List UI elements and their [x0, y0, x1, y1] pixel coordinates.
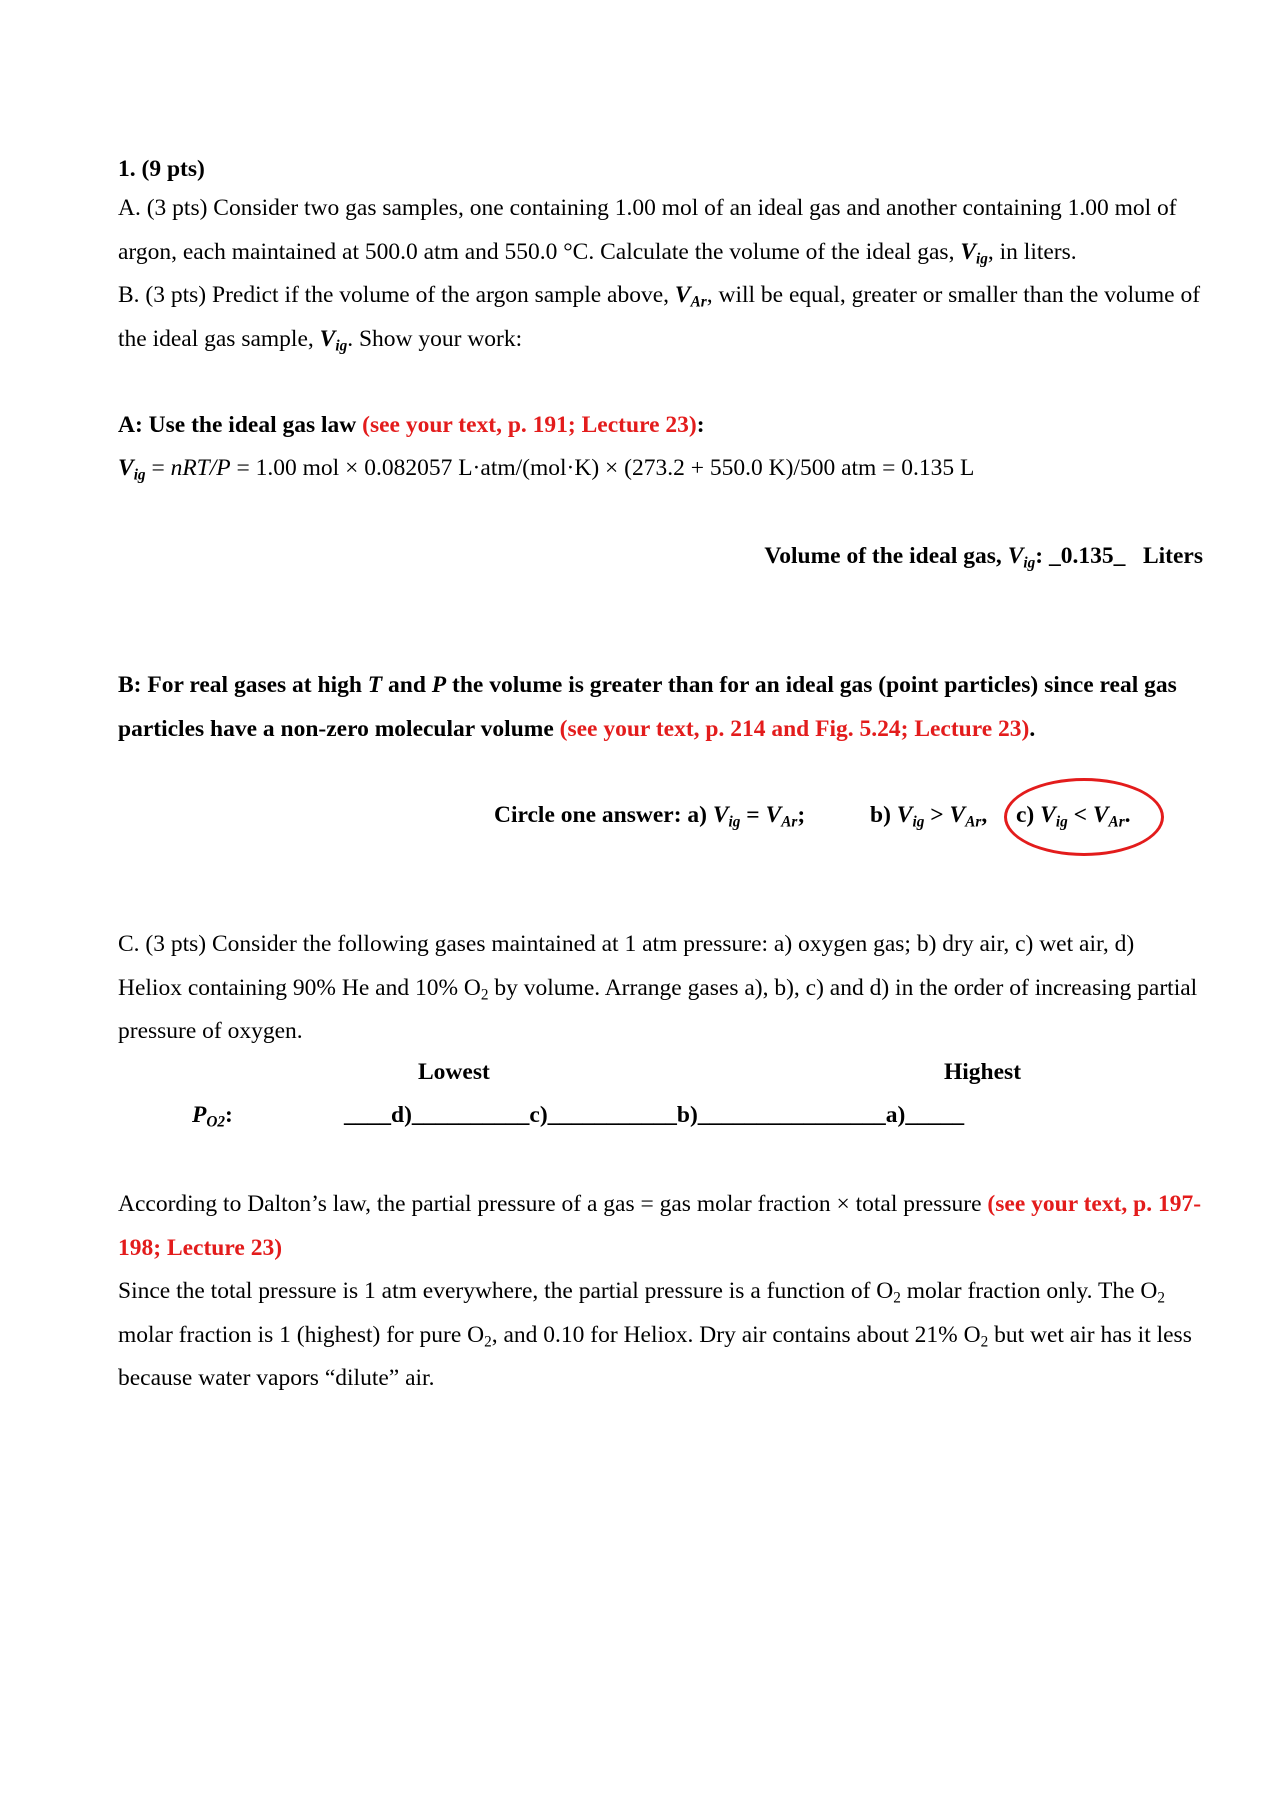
- v-ig-symbol: $V_{ig}$: [118, 455, 146, 484]
- ideal-gas-formula: [118, 447, 1203, 491]
- result-colon: :: [1035, 543, 1049, 569]
- oxygen-ranking-line: ____d)__________c)___________b)________________a)_____: [344, 1102, 965, 1128]
- option-b: b) $V_{ig} > V_{Ar}$,: [870, 802, 988, 831]
- v-ar-symbol: $V_{Ar}$: [674, 282, 707, 311]
- circle-label: Circle one answer: a): [494, 802, 713, 828]
- answer-b-text: B: For real gases at high T and P the volume is greater than for an ideal gas (point particles) since real gas particles have a non-zero molecular volume (see your text, p. 214 and Fig. 5.24; Lecture 23).: [118, 672, 1177, 742]
- dalton-law-text: According to Dalton’s law, the partial pressure of a gas = gas molar fraction × total pressure (see your text, p. 197-198; Lecture 23): [118, 1191, 1202, 1261]
- result-value: _0.135_: [1048, 543, 1126, 569]
- temperature-symbol: T: [367, 672, 383, 698]
- part-a-text: A. (3 pts) Consider two gas samples, one containing 1.00 mol of an ideal gas and another containing 1.00 mol of argon, each maintained at 500.0 atm and 550.0 °C. Calculate the volume of the ideal gas,: [118, 195, 1177, 265]
- ideal-gas-volume-result: [118, 535, 1203, 579]
- v-ig-symbol: $V_{ig}$: [1040, 802, 1068, 831]
- question-title-text: 1. (9 pts): [118, 156, 205, 182]
- answer-c-reference: (see your text, p. 197-198; Lecture 23): [118, 1191, 1202, 1261]
- po2-label: $P_{O2}$:: [192, 1102, 233, 1131]
- v-ig-symbol: $V_{ig}$: [960, 238, 988, 267]
- answer-a-heading-text: A: Use the ideal gas law: [118, 412, 363, 438]
- part-b-prompt: [118, 274, 1203, 361]
- question-title: [118, 148, 1203, 192]
- answer-c-explanation: Since the total pressure is 1 atm everywhere, the partial pressure is a function of $O_2$ molar fraction only. The $O_2$ molar fraction is 1 (highest) for pure $O_2$, and 0.10 for Heliox. Dry air contains about 21% $O_2$ but wet air has it less because water vapors “dilute” air.: [118, 1278, 1192, 1391]
- answer-a-reference: (see your text, p. 191; Lecture 23): [362, 412, 697, 438]
- option-c-selected: c) $V_{ig} < V_{Ar}$.: [1016, 802, 1131, 831]
- result-label: Volume of the ideal gas,: [764, 543, 1008, 569]
- answer-b-reference: (see your text, p. 214 and Fig. 5.24; Lecture 23): [559, 715, 1030, 742]
- lowest-label: Lowest: [418, 1059, 490, 1085]
- part-a-prompt: [118, 187, 1203, 274]
- formula-expression: nRT/P: [170, 455, 231, 481]
- v-ar-symbol: $V_{Ar}$: [949, 802, 982, 831]
- v-ar-symbol: $V_{Ar}$: [1092, 802, 1125, 831]
- part-b-text-mid: , will be equal, greater or smaller than the volume of the ideal gas sample,: [118, 282, 1201, 352]
- part-b-text-end: . Show your work:: [347, 325, 523, 352]
- equals: =: [145, 455, 171, 481]
- part-c-prompt: C. (3 pts) Consider the following gases maintained at 1 atm pressure: a) oxygen gas; b) dry air, c) wet air, d) Heliox containing 90% He and 10% $O_2$ by volume. Arrange gases a), b), c) and d) in the order of increasing partial pressure of oxygen.: [118, 931, 1198, 1044]
- highest-label: Highest: [944, 1059, 1022, 1085]
- v-ig-symbol: $V_{ig}$: [896, 802, 925, 831]
- v-ig-symbol: $V_{ig}$: [712, 802, 741, 831]
- result-unit: Liters: [1142, 543, 1203, 569]
- pressure-symbol: P: [431, 672, 447, 698]
- part-a-text-end: , in liters.: [987, 238, 1077, 265]
- answer-circle-annotation: [1004, 778, 1164, 856]
- circle-answer-options: Circle one answer: a) $V_{ig} = V_{Ar}$;: [494, 802, 806, 831]
- formula-calculation: = 1.00 mol × 0.082057 L·atm/(mol·K) × (273.2 + 550.0 K)/500 atm = 0.135 L: [230, 455, 975, 481]
- answer-a-heading: [118, 404, 1203, 448]
- colon: :: [696, 412, 705, 438]
- v-ar-symbol: $V_{Ar}$: [765, 802, 798, 831]
- v-ig-symbol: $V_{ig}$: [319, 325, 348, 354]
- v-ig-symbol: $V_{ig}$: [1007, 543, 1036, 572]
- part-b-text: B. (3 pts) Predict if the volume of the argon sample above,: [118, 282, 675, 308]
